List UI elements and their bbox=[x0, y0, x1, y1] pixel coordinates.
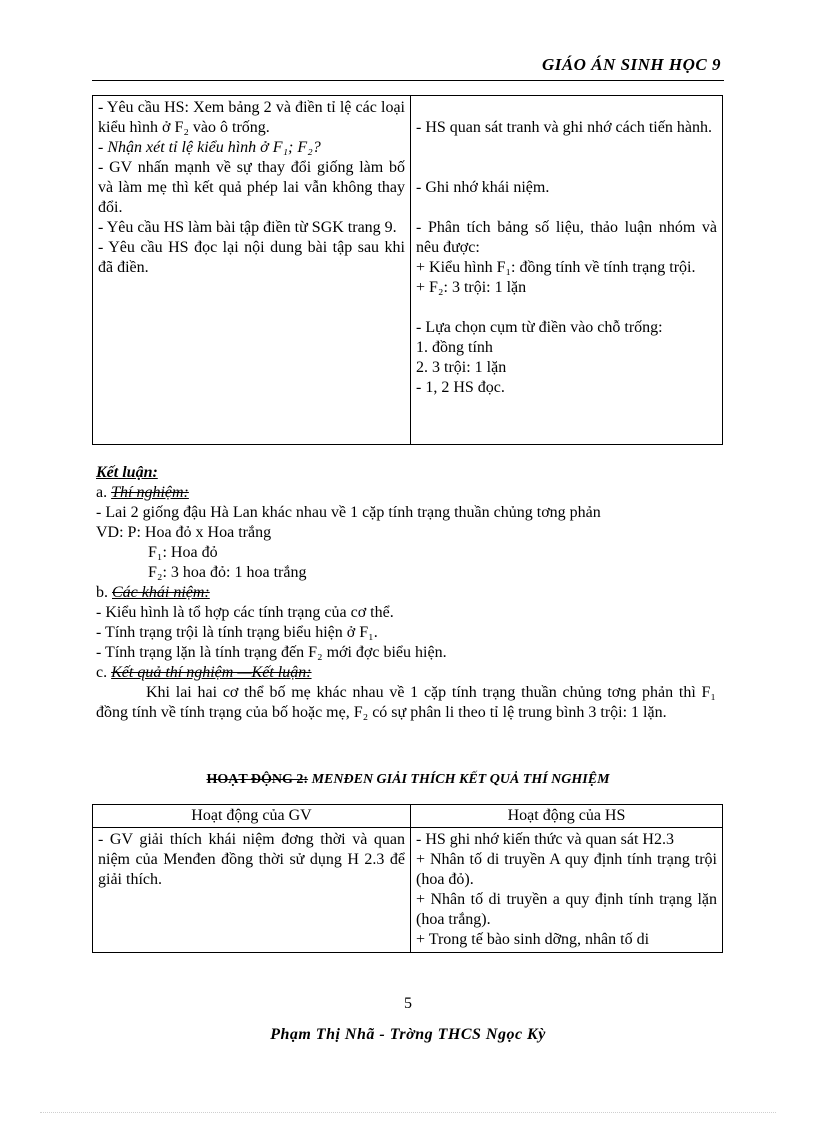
concept-phenotype: - Kiểu hình là tổ hợp các tính trạng của cơ thể. bbox=[96, 604, 394, 621]
conclusion-heading: Kết luận: bbox=[96, 464, 158, 481]
concept-dominant: - Tính trạng trội là tính trạng biểu hiện ở F₁. bbox=[96, 624, 378, 641]
header-rule bbox=[92, 80, 724, 81]
student-step-8: 2. 3 trội: 1 lặn bbox=[416, 359, 507, 376]
part-a-text: - Lai 2 giống đậu Hà Lan khác nhau về 1 cặp tính trạng thuần chủng tơng phản bbox=[96, 504, 601, 521]
student-note-4: + Trong tế bào sinh dỡng, nhân tố di bbox=[416, 931, 650, 948]
section-title bbox=[92, 770, 724, 790]
teacher-step-1: - Yêu cầu HS: Xem bảng 2 và điền tỉ lệ các loại kiểu hình ở F₂ vào ô trống. bbox=[98, 99, 405, 136]
example-f2: F₂: 3 hoa đỏ: 1 hoa trắng bbox=[148, 564, 307, 581]
activity-table-1 bbox=[92, 95, 723, 445]
teacher-step-2: - Nhận xét tỉ lệ kiểu hình ở F₁; F₂? bbox=[98, 139, 321, 156]
student-step-7: 1. đồng tính bbox=[416, 339, 493, 356]
student-step-9: - 1, 2 HS đọc. bbox=[416, 379, 505, 396]
page-number: 5 bbox=[404, 995, 412, 1012]
teacher-step-4: - Yêu cầu HS làm bài tập điền từ SGK trang 9. bbox=[98, 219, 397, 236]
conclusion-section bbox=[96, 463, 716, 723]
teacher-step-5: - Yêu cầu HS đọc lại nội dung bài tập sau khi đã điền. bbox=[98, 239, 405, 276]
part-c-text: Khi lai hai cơ thể bố mẹ khác nhau về 1 cặp tính trạng thuần chủng tơng phản thì F₁ đồng tính về tính trạng của bố hoặc mẹ, F₂ có sự phân li theo tỉ lệ trung bình 3 trội: 1 lặn. bbox=[96, 684, 716, 721]
part-a-title: Thí nghiệm: bbox=[111, 484, 189, 501]
teacher-activity-cell bbox=[93, 96, 411, 445]
page-header-title: GIÁO ÁN SINH HỌC 9 bbox=[541, 55, 721, 74]
student-step-4: + Kiểu hình F₁: đồng tính về tính trạng trội. bbox=[416, 259, 696, 276]
student-activity-cell bbox=[411, 96, 723, 445]
column-header-teacher: Hoạt động của GV bbox=[93, 805, 411, 828]
part-b-prefix: b. bbox=[96, 584, 112, 601]
concept-recessive: - Tính trạng lặn là tính trạng đến F₂ mới đợc biểu hiện. bbox=[96, 644, 447, 661]
teacher-activity-cell-2 bbox=[93, 828, 411, 953]
student-step-5: + F₂: 3 trội: 1 lặn bbox=[416, 279, 527, 296]
student-note-1: - HS ghi nhớ kiến thức và quan sát H2.3 bbox=[416, 831, 674, 848]
page-footer: Phạm Thị Nhã - Trờng THCS Ngọc Kỳ bbox=[270, 1026, 546, 1043]
bottom-rule bbox=[40, 1112, 776, 1113]
example-f1: F₁: Hoa đỏ bbox=[148, 544, 218, 561]
student-step-6: - Lựa chọn cụm từ điền vào chỗ trống: bbox=[416, 319, 663, 336]
student-step-1: - HS quan sát tranh và ghi nhớ cách tiến hành. bbox=[416, 119, 712, 136]
student-step-3: - Phân tích bảng số liệu, thảo luận nhóm và nêu được: bbox=[416, 219, 717, 256]
student-activity-cell-2 bbox=[411, 828, 723, 953]
part-c-title: Kết quả thí nghiệm —Kết luận: bbox=[111, 664, 312, 681]
example-cross: VD: P: Hoa đỏ x Hoa trắng bbox=[96, 524, 272, 541]
student-note-3: + Nhân tố di truyền a quy định tính trạng lặn (hoa trắng). bbox=[416, 891, 717, 928]
part-a-prefix: a. bbox=[96, 484, 112, 501]
teacher-explanation: - GV giải thích khái niệm đơng thời và quan niệm của Menđen đồng thời sử dụng H 2.3 để giải thích. bbox=[98, 831, 405, 888]
part-b-title: Các khái niệm: bbox=[112, 584, 210, 601]
student-note-2: + Nhân tố di truyền A quy định tính trạng trội (hoa đỏ). bbox=[416, 851, 717, 888]
section-title-rest: MENĐEN GIẢI THÍCH KẾT QUẢ THÍ NGHIỆM bbox=[308, 772, 610, 787]
part-c-prefix: c. bbox=[96, 664, 112, 681]
student-step-2: - Ghi nhớ khái niệm. bbox=[416, 179, 550, 196]
activity-table-2 bbox=[92, 804, 723, 953]
section-title-lead: HOẠT ĐỘNG 2: bbox=[206, 772, 309, 787]
column-header-student: Hoạt động của HS bbox=[411, 805, 723, 828]
teacher-step-3: - GV nhấn mạnh về sự thay đổi giống làm bố và làm mẹ thì kết quả phép lai vẫn không thay đổi. bbox=[98, 159, 405, 216]
